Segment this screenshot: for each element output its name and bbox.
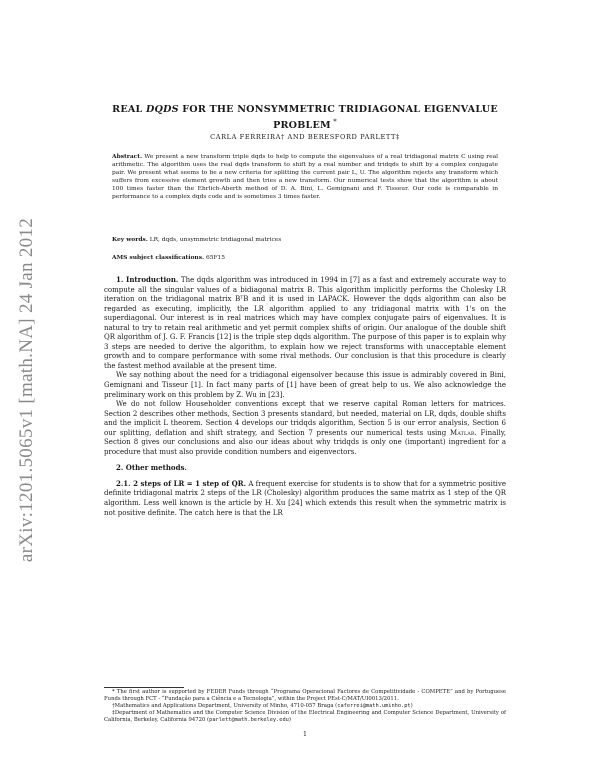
title-after: FOR THE NONSYMMETRIC TRIDIAGONAL EIGENVALUE PROBLEM xyxy=(178,104,498,132)
keywords-label: Key words. xyxy=(112,236,148,243)
arxiv-stamp-text: arXiv:1201.5065v1 [math.NA] 24 Jan 2012 xyxy=(16,217,37,563)
main-body xyxy=(104,275,506,518)
footnote-ddagger-close: ) xyxy=(288,716,291,723)
title-footnote-mark: * xyxy=(330,118,337,126)
arxiv-stamp xyxy=(14,190,40,590)
intro-p3-text-b: . Finally, Section 8 gives our conclusions and also our ideas about why tridqds is only one (important) ingredient for a procedure that must also provide condition numbers and eigenvectors. xyxy=(104,428,506,456)
footnote-dagger-close: ) xyxy=(410,702,413,709)
footnotes xyxy=(104,689,506,724)
email-parlett-link[interactable]: parlett@math.berkeley.edu xyxy=(209,716,289,723)
authors: CARLA FERREIRA† AND BERESFORD PARLETT‡ xyxy=(210,133,400,141)
footnote-ddagger-text: ‡Department of Mathematics and the Computer Science Division of the Electrical Engineering and Computer Science Department, University of California, Berkeley, California 94720 ( xyxy=(104,709,506,723)
abstract xyxy=(112,153,498,201)
ams-text: 65F15 xyxy=(205,255,226,261)
intro-paragraph-1 xyxy=(104,275,506,371)
intro-paragraph-3 xyxy=(104,400,506,457)
section-1-heading: 1. Introduction. xyxy=(116,275,179,284)
section-2-1-heading: 2.1. 2 steps of LR = 1 step of QR. xyxy=(116,478,247,488)
paper-title xyxy=(104,104,506,132)
matlab-name: Matlab xyxy=(450,428,475,437)
abstract-label: Abstract. xyxy=(112,153,143,160)
email-ferreira-link[interactable]: caferrei@math.uminho.pt xyxy=(337,702,411,709)
keywords xyxy=(112,236,514,243)
intro-paragraph-2: We say nothing about the need for a tridiagonal eigensolver because this issue is admirably covered in Bini, Gemignani and Tisseur [1]. In fact many parts of [1] have been of great help to us. We also acknowledge the preliminary work on this problem by Z. Wu in [23]. xyxy=(104,371,506,399)
footnote-rule xyxy=(104,687,184,688)
keywords-text: LR, dqds, unsymmetric tridiagonal matrices xyxy=(149,237,282,243)
intro-p1-text: The dqds algorithm was introduced in 1994 in [7] as a fast and extremely accurate way to compute all the singular values of a bidiagonal matrix B. This algorithm implicitly performs the Cholesky LR iteration on the tridiagonal matrix BᵀB and it is used in LAPACK. However the dqds algorithm can also be regarded as executing, implicitly, the LR algorithm applied to any tridiagonal matrix with 1's on the superdiagonal. Our interest is in real matrices which may have complex conjugate pairs of eigenvalues. It is natural to try to retain real arithmetic and yet permit complex shifts of origin. Our analogue of the double shift QR algorithm of J. G. F. Francis [12] is the triple step dqds algorithm. The purpose of this paper is to explain why 3 steps are needed to derive the algorithm, to explain how we reject transforms with unacceptable element growth and to compare performance with some rival methods. Our conclusion is that this procedure is clearly the fastest method available at the present time. xyxy=(104,276,506,370)
ams-label: AMS subject classifications. xyxy=(112,254,205,261)
title-italic: DQDS xyxy=(146,104,179,115)
intro-p3-text-a: We do not follow Householder conventions except that we reserve capital Roman letters for matrices. Section 2 describes other methods, Section 3 presents standard, but needed, material on LR, dqds, double shifts and the implicit L theorem. Section 4 develops our tridqds algorithm, Section 5 is our error analysis, Section 6 our splitting, deflation and shift strategy, and Section 7 presents our numerical tests using xyxy=(104,400,506,437)
section-2-1-paragraph xyxy=(104,479,506,518)
section-2-heading: 2. Other methods. xyxy=(116,463,187,473)
title-before: REAL xyxy=(112,104,146,115)
abstract-text: We present a new transform triple dqds to help to compute the eigenvalues of a real tridiagonal matrix C using real arithmetic. The algorithm uses the real dqds transform to shift by a real number and tridqds to shift by a complex conjugate pair. We present what seems to be a new criteria for splitting the current pair L, U. The algorithm rejects any transform which suffers from excessive element growth and then tries a new transform. Our numerical tests show that the algorithm is about 100 times faster than the Ehrlich-Aberth method of D. A. Bini, L. Gemignani and F. Tisseur. Our code is comparable in performance to a complex dqds code and is sometimes 3 times faster. xyxy=(112,154,499,200)
footnote-double-dagger xyxy=(104,710,506,724)
section-2-1-text: A frequent exercise for students is to show that for a symmetric positive definite tridiagonal matrix 2 steps of the LR (Cholesky) algorithm produces the same matrix as 1 step of the QR algorithm. Less well known is the article by H. Xu [24] which extends this result when the symmetric matrix is not positive definite. The catch here is that the LR xyxy=(104,479,507,517)
footnote-star: * The first author is supported by FEDER Funds through “Programa Operacional Factores de Competitividade - COMPETE” and by Portuguese Funds through FCT - “Fundação para a Ciência e a Tecnologia”, within the Project PEst-C/MAT/UI0013/2011. xyxy=(104,689,506,702)
page-number: 1 xyxy=(303,731,307,738)
ams-classification xyxy=(112,254,514,261)
footnote-dagger xyxy=(104,703,506,710)
footnote-dagger-text: †Mathematics and Applications Department, University of Minho, 4710-057 Braga ( xyxy=(112,702,338,709)
